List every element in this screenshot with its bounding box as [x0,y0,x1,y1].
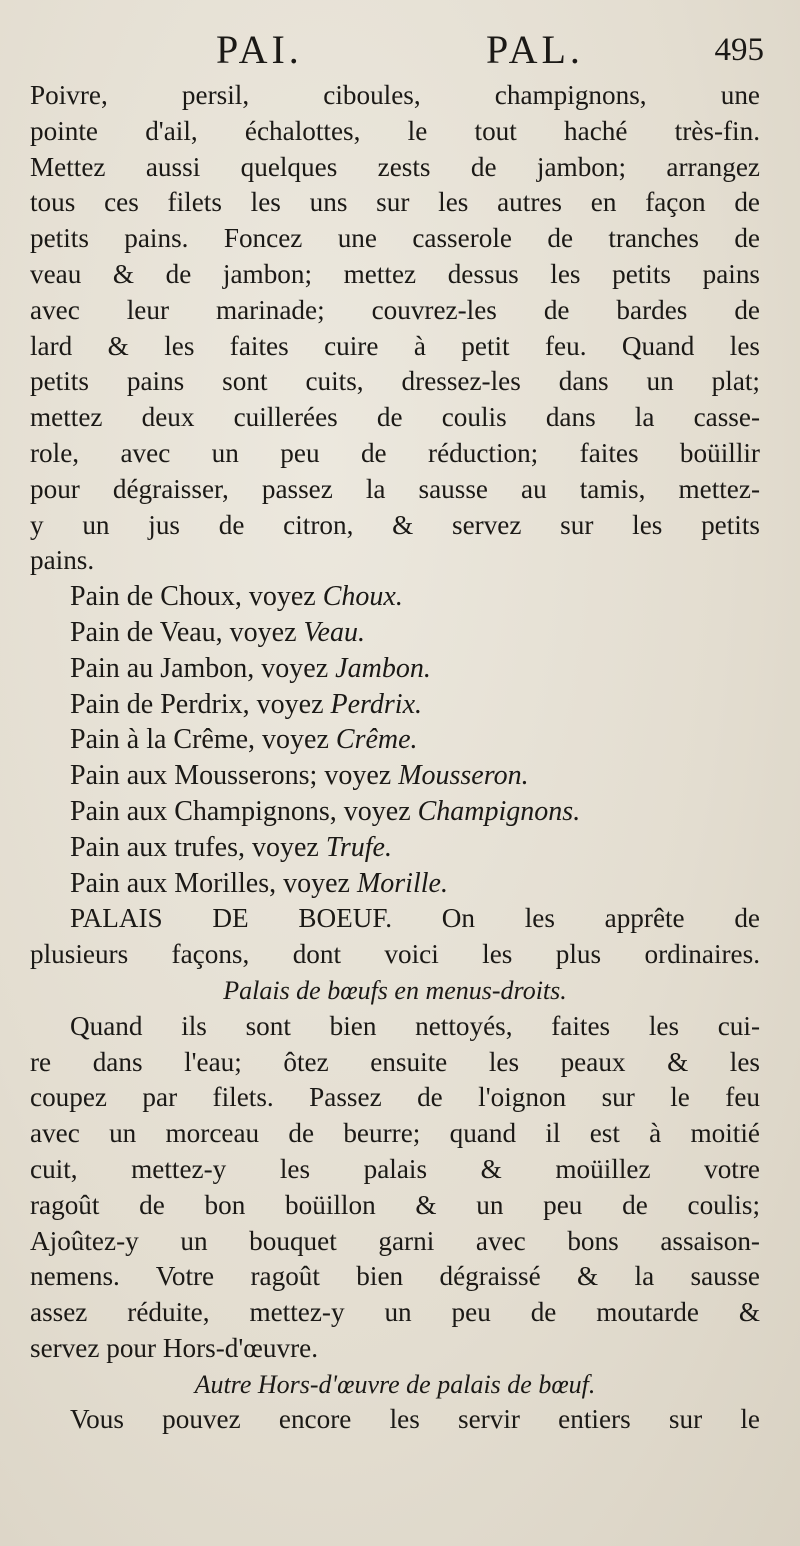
text-line: petits pains sont cuits, dressez-les dans un plat; [30,366,760,397]
text-line: plusieurs façons, dont voici les plus ordinaires. [30,939,760,970]
text-line: pour dégraisser, passez la sausse au tamis, mettez- [30,473,760,504]
cross-reference-entry [30,722,760,758]
cross-reference-entry [30,794,760,830]
text-line: Ajoûtez-y un bouquet garni avec bons assaison- [30,1225,760,1256]
entry-reference: Veau. [303,616,365,648]
entry-name: Pain à la Crême, voyez [70,724,336,756]
text-line: lard & les faites cuire à petit feu. Quand les [30,330,760,361]
entry-name: Pain de Veau, voyez [70,616,304,648]
entry-name: Pain aux trufes, voyez [70,831,326,863]
cross-reference-entry [30,615,760,651]
text-line: pains. [30,545,95,576]
text-line: assez réduite, mettez-y un peu de moutarde & [30,1297,760,1328]
entry-name: Pain au Jambon, voyez [70,652,336,684]
entry-name: Pain aux Mousserons; voyez [70,760,399,792]
text-line: role, avec un peu de réduction; faites boüillir [30,437,760,468]
cross-reference-entry [30,758,760,794]
text-line: nemens. Votre ragoût bien dégraissé & la sausse [30,1261,760,1292]
text-line: veau & de jambon; mettez dessus les petits pains [30,258,760,289]
text-line: mettez deux cuillerées de coulis dans la casse- [30,402,760,433]
entry-palais-de-boeuf [30,901,760,973]
text-line: servez pour Hors-d'œuvre. [30,1332,319,1363]
header-left: PAI. [216,27,303,72]
cross-reference-entry [30,651,760,687]
text-line: Poivre, persil, ciboules, champignons, une [30,80,760,110]
text-line: petits pains. Foncez une casserole de tranches de [30,223,760,254]
text-line: Vous pouvez encore les servir entiers sur le [70,1404,760,1435]
entry-reference: Mousseron. [398,760,529,792]
text-line: avec leur marinade; couvrez-les de bardes de [30,294,760,325]
cross-reference-entry [30,579,760,615]
subheading: Palais de bœufs en menus-droits. [223,975,567,1005]
cross-reference-entry [30,687,760,723]
cross-reference-list [30,579,760,901]
text-line: tous ces filets les uns sur les autres en façon de [30,187,760,218]
entry-reference: Trufe. [325,831,392,863]
cross-reference-entry [30,830,760,866]
entry-name: Pain de Choux, voyez [70,581,323,613]
text-line: Mettez aussi quelques zests de jambon; arrangez [30,151,760,182]
text-line: cuit, mettez-y les palais & moüillez votre [30,1153,760,1184]
text-line: re dans l'eau; ôtez ensuite les peaux & les [30,1046,760,1077]
page-number: 495 [714,32,764,68]
entry-name: Pain aux Morilles, voyez [70,867,357,899]
entry-reference: Perdrix. [330,688,422,720]
text-line: Quand ils sont bien nettoyés, faites les cui- [70,1010,760,1041]
entry-reference: Jambon. [335,652,431,684]
entry-heading-line: PALAIS DE BOEUF. On les apprête de [70,903,760,934]
running-header [30,22,764,78]
subheading: Autre Hors-d'œuvre de palais de bœuf. [194,1369,596,1399]
text-line: coupez par filets. Passez de l'oignon sur le feu [30,1082,760,1113]
header-right: PAL. [486,27,584,72]
entry-name: Pain aux Champignons, voyez [70,795,418,827]
entry-reference: Morille. [356,867,448,899]
cross-reference-entry [30,866,760,902]
entry-reference: Champignons. [417,795,581,827]
text-line: pointe d'ail, échalottes, le tout haché très-fin. [30,115,760,146]
text-line: ragoût de bon boüillon & un peu de coulis; [30,1189,760,1220]
text-line: y un jus de citron, & servez sur les petits [30,509,760,540]
paragraph-recipe [30,78,760,579]
entry-reference: Crême. [335,724,418,756]
entry-reference: Choux. [322,581,403,613]
text-line: avec un morceau de beurre; quand il est à moitié [30,1118,760,1149]
paragraph-menus-droits [30,1009,760,1367]
entry-name: Pain de Perdrix, voyez [70,688,331,720]
